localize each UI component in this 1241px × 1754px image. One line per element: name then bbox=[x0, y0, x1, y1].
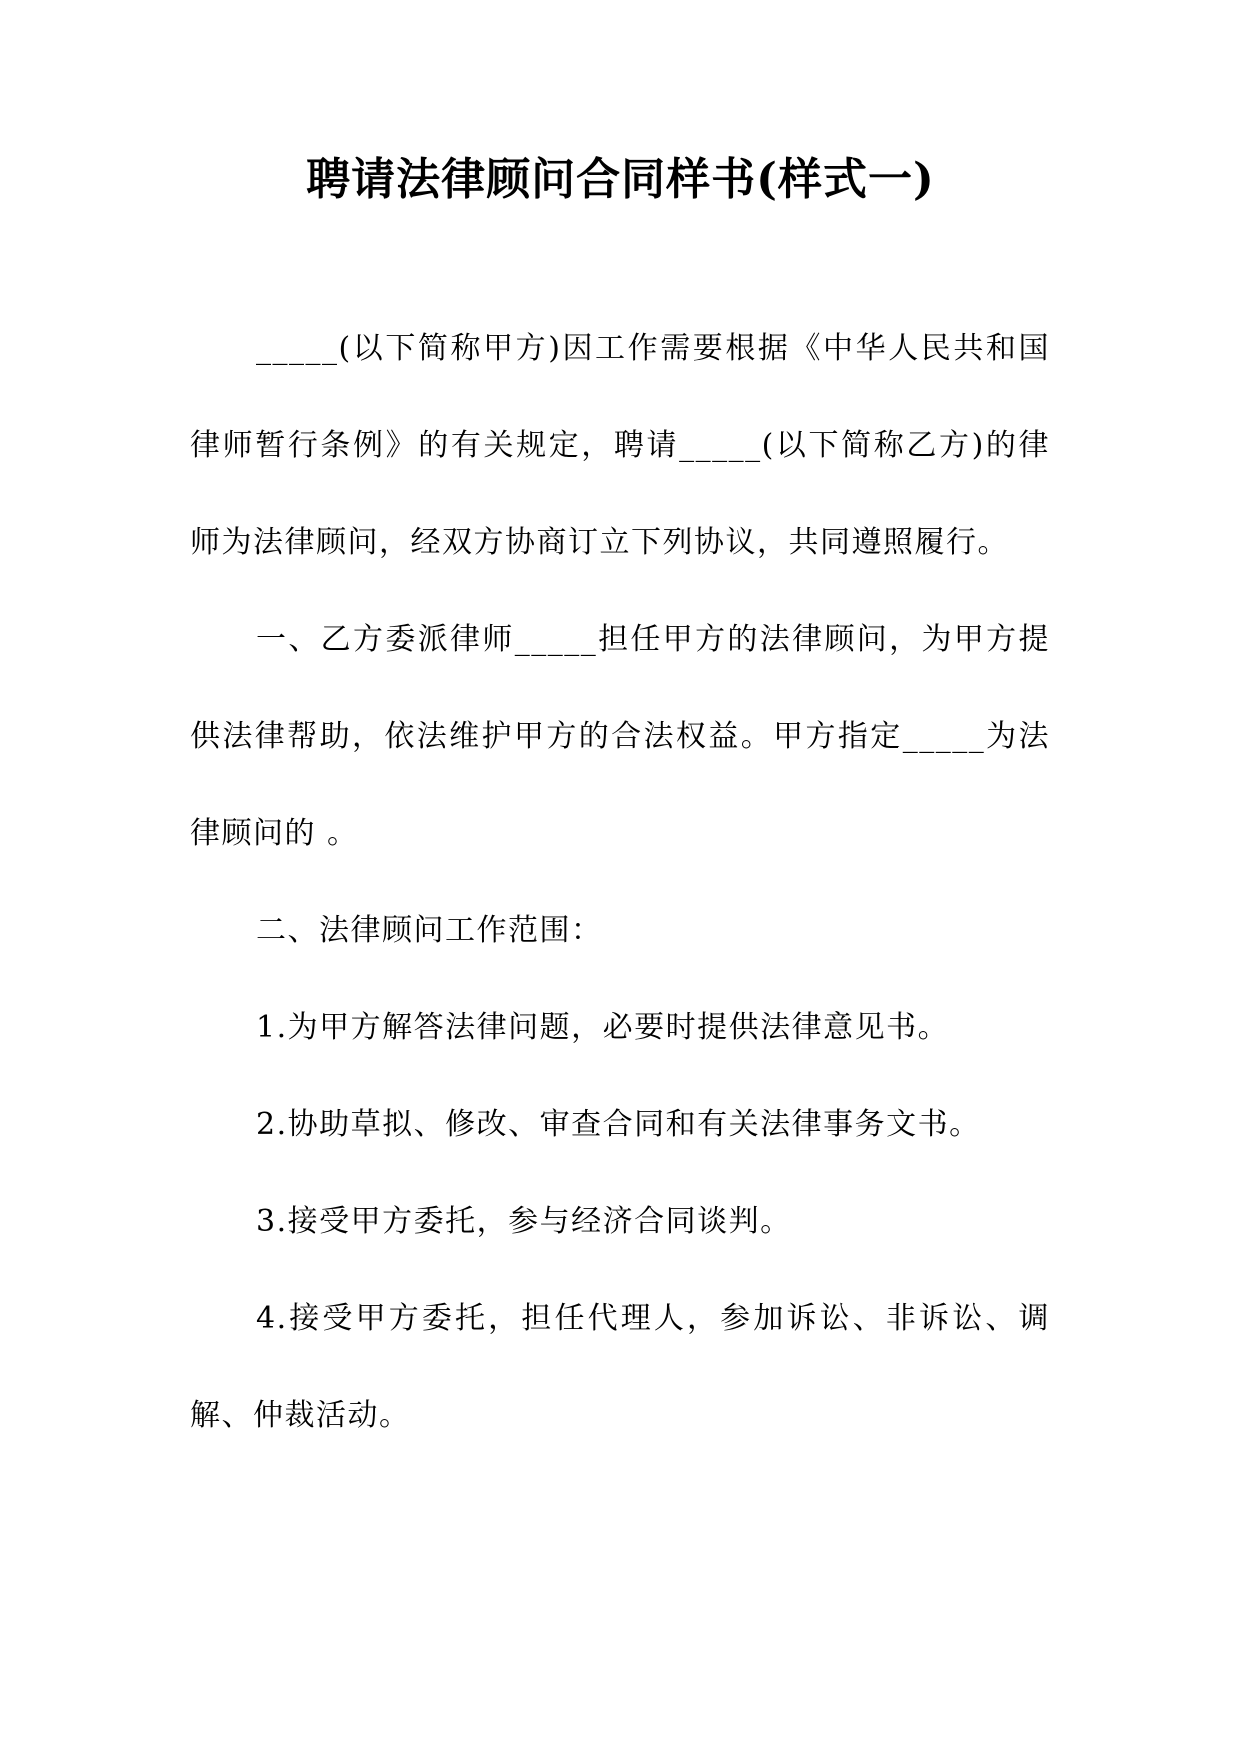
intro-paragraph: _____(以下简称甲方)因工作需要根据《中华人民共和国律师暂行条例》的有关规定，聘请_____(以下简称乙方)的律师为法律顾问，经双方协商订立下列协议，共同遵照履行。 bbox=[190, 331, 1050, 560]
list-item-2: 2.协助草拟、修改、审查合同和有关法律事务文书。 bbox=[256, 1107, 981, 1142]
list-item-3: 3.接受甲方委托，参与经济合同谈判。 bbox=[256, 1204, 792, 1239]
list-item-4: 4.接受甲方委托，担任代理人，参加诉讼、非诉讼、调解、仲裁活动。 bbox=[190, 1301, 1050, 1433]
document-title: 聘请法律顾问合同样书(样式一) bbox=[306, 154, 935, 205]
clause-1-paragraph: 一、乙方委派律师_____担任甲方的法律顾问，为甲方提供法律帮助，依法维护甲方的合法权益。甲方指定_____为法律顾问的 。 bbox=[190, 622, 1050, 851]
list-item-1: 1.为甲方解答法律问题，必要时提供法律意见书。 bbox=[256, 1010, 950, 1045]
clause-2-heading: 二、法律顾问工作范围： bbox=[256, 913, 603, 948]
document-body bbox=[190, 300, 1050, 1464]
